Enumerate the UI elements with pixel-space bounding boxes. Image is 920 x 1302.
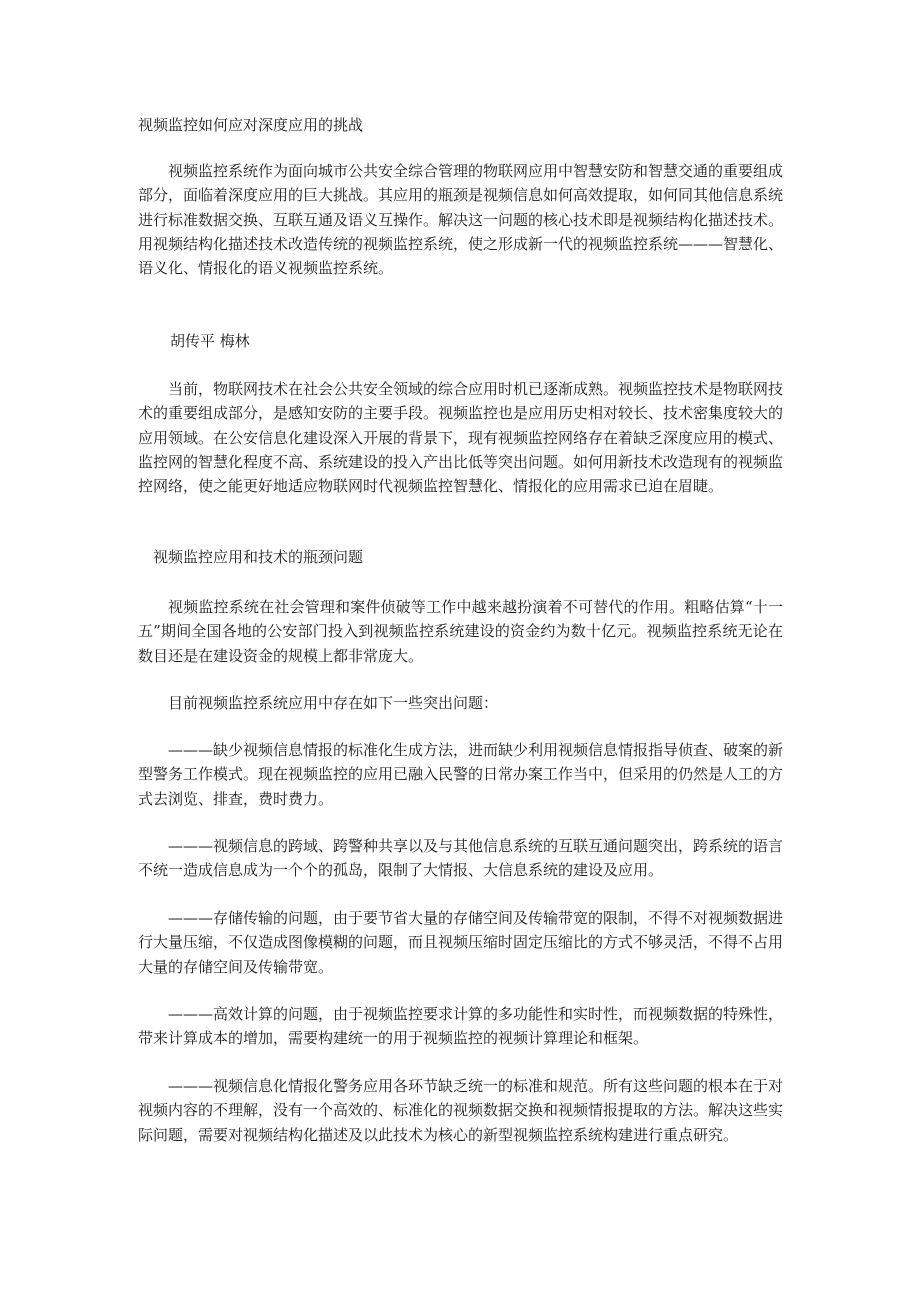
issue-item-2: ———视频信息的跨域、跨警种共享以及与其他信息系统的互联互通问题突出，跨系统的语言不统一造成信息成为一个个的孤岛，限制了大情报、大信息系统的建设及应用。: [138, 837, 784, 880]
author-line: 胡传平 梅林: [170, 332, 250, 350]
paragraph-issues-intro: 目前视频监控系统应用中存在如下一些突出问题：: [168, 694, 499, 712]
document-title: 视频监控如何应对深度应用的挑战: [138, 116, 364, 134]
section-heading: 视频监控应用和技术的瓶颈问题: [153, 548, 364, 566]
issue-item-4: ———高效计算的问题，由于视频监控要求计算的多功能性和实时性，而视频数据的特殊性，带来计算成本的增加，需要构建统一的用于视频监控的视频计算理论和框架。: [138, 1005, 784, 1048]
paragraph-investment: 视频监控系统在社会管理和案件侦破等工作中越来越扮演着不可替代的作用。粗略估算“十一五”期间全国各地的公安部门投入到视频监控系统建设的资金约为数十亿元。视频监控系统无论在数目还是在建设资金的规模上都非常庞大。: [138, 598, 783, 665]
paragraph-current-situation: 当前，物联网技术在社会公共安全领域的综合应用时机已逐渐成熟。视频监控技术是物联网技术的重要组成部分，是感知安防的主要手段。视频监控也是应用历史相对较长、技术密集度较大的应用领域。在公安信息化建设深入开展的背景下，现有视频监控网络存在着缺乏深度应用的模式、监控网的智慧化程度不高、系统建设的投入产出比低等突出问题。如何用新技术改造现有的视频监控网络，使之能更好地适应物联网时代视频监控智慧化、情报化的应用需求已迫在眉睫。: [138, 380, 784, 496]
issue-item-3: ———存储传输的问题，由于要节省大量的存储空间及传输带宽的限制，不得不对视频数据进行大量压缩，不仅造成图像模糊的问题，而且视频压缩时固定压缩比的方式不够灵活，不得不占用大量的存储空间及传输带宽。: [138, 909, 784, 976]
issue-item-1: ———缺少视频信息情报的标准化生成方法，进而缺少利用视频信息情报指导侦查、破案的新型警务工作模式。现在视频监控的应用已融入民警的日常办案工作当中，但采用的仍然是人工的方式去浏览、排查，费时费力。: [138, 741, 784, 808]
intro-paragraph: 视频监控系统作为面向城市公共安全综合管理的物联网应用中智慧安防和智慧交通的重要组成部分，面临着深度应用的巨大挑战。其应用的瓶颈是视频信息如何高效提取，如何同其他信息系统进行标准数据交换、互联互通及语义互操作。解决这一问题的核心技术即是视频结构化描述技术。用视频结构化描述技术改造传统的视频监控系统，使之形成新一代的视频监控系统———智慧化、语义化、情报化的语义视频监控系统。: [138, 162, 784, 278]
issue-item-5: ———视频信息化情报化警务应用各环节缺乏统一的标准和规范。所有这些问题的根本在于对视频内容的不理解，没有一个高效的、标准化的视频数据交换和视频情报提取的方法。解决这些实际问题，需要对视频结构化描述及以此技术为核心的新型视频监控系统构建进行重点研究。: [138, 1077, 784, 1144]
